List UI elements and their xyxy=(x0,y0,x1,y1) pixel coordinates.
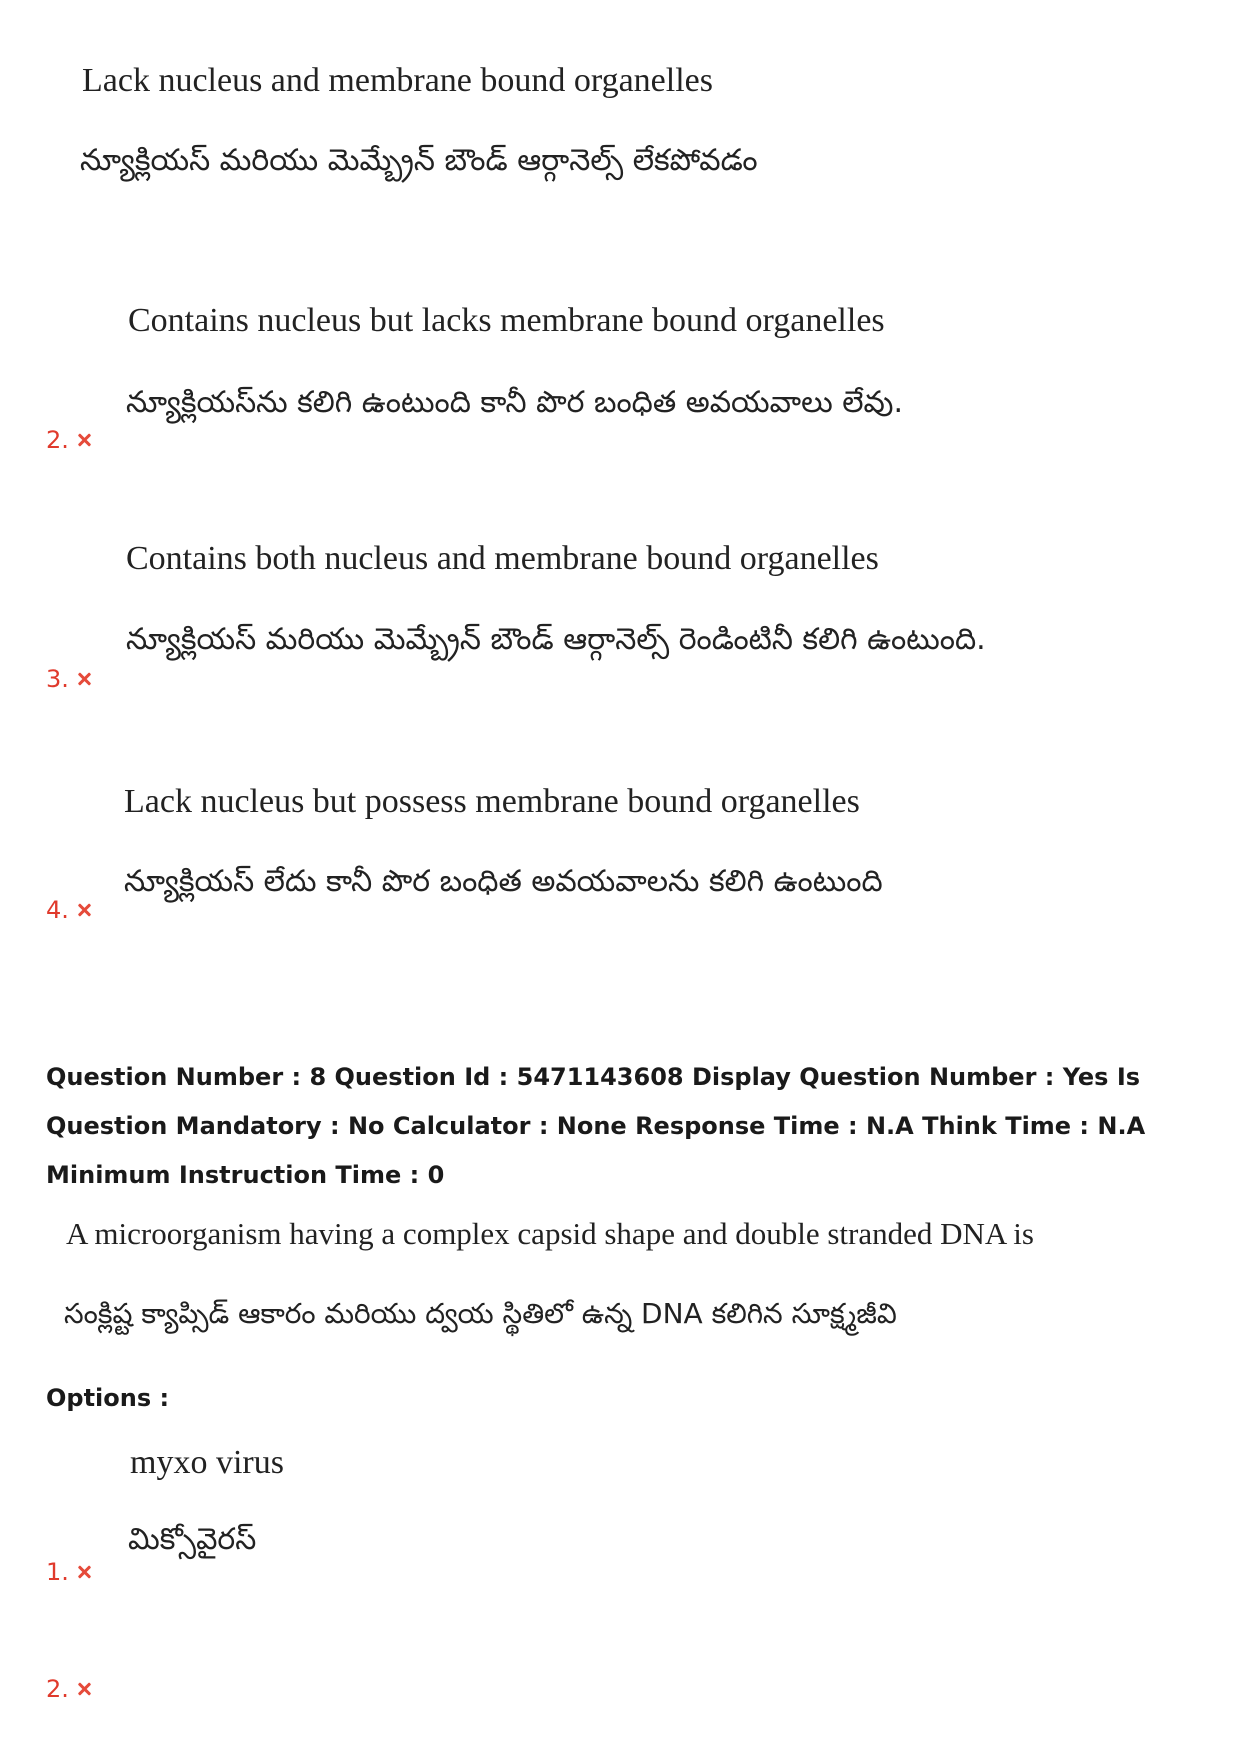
prev-option-1-en: Lack nucleus and membrane bound organelles xyxy=(82,62,713,99)
question-text-te: సంక్లిష్ట క్యాప్సిడ్ ఆకారం మరియు ద్వయ స్థితిలో ఉన్న DNA కలిగిన సూక్ష్మజీవి xyxy=(64,1297,897,1330)
prev-option-3-te: న్యూక్లియస్ మరియు మెమ్బ్రేన్ బౌండ్ ఆర్గానెల్స్ రెండింటినీ కలిగి ఉంటుంది. xyxy=(126,622,986,657)
option-number-label: 2. xyxy=(46,1675,69,1703)
wrong-mark-icon xyxy=(77,903,91,917)
wrong-mark-icon xyxy=(77,1682,91,1696)
prev-option-2-te: న్యూక్లియస్‌ను కలిగి ఉంటుంది కానీ పొర బంధిత అవయవాలు లేవు. xyxy=(126,385,903,420)
option-number-label: 4. xyxy=(46,896,69,924)
question-meta: Question Number : 8 Question Id : 5471143608 Display Question Number : Yes Is Question Mandatory : No Calculator : None Response Time : N.A Think Time : N.A Minimum Instruction Time : 0 xyxy=(46,1063,1146,1189)
wrong-mark-icon xyxy=(77,672,91,686)
prev-option-3-number xyxy=(46,665,91,693)
option-number-label: 3. xyxy=(46,665,69,693)
option-1-number xyxy=(46,1558,91,1586)
prev-option-4-en: Lack nucleus but possess membrane bound organelles xyxy=(124,783,860,820)
prev-option-1-te: న్యూక్లియస్ మరియు మెమ్బ్రేన్ బౌండ్ ఆర్గానెల్స్ లేకపోవడం xyxy=(80,143,758,178)
wrong-mark-icon xyxy=(77,433,91,447)
options-label: Options : xyxy=(46,1384,170,1412)
wrong-mark-icon xyxy=(77,1565,91,1579)
option-2-number xyxy=(46,1675,91,1703)
prev-option-3-en: Contains both nucleus and membrane bound organelles xyxy=(126,540,879,577)
prev-option-4-te: న్యూక్లియస్ లేదు కానీ పొర బంధిత అవయవాలను కలిగి ఉంటుంది xyxy=(124,864,883,899)
question-text-en: A microorganism having a complex capsid shape and double stranded DNA is xyxy=(66,1216,1034,1251)
option-1-te: మిక్సోవైరస్ xyxy=(128,1522,257,1557)
prev-option-2-number xyxy=(46,426,91,454)
prev-option-4-number xyxy=(46,896,91,924)
prev-option-2-en: Contains nucleus but lacks membrane bound organelles xyxy=(128,302,885,339)
option-number-label: 2. xyxy=(46,426,69,454)
option-number-label: 1. xyxy=(46,1558,69,1586)
option-1-en: myxo virus xyxy=(130,1444,284,1481)
